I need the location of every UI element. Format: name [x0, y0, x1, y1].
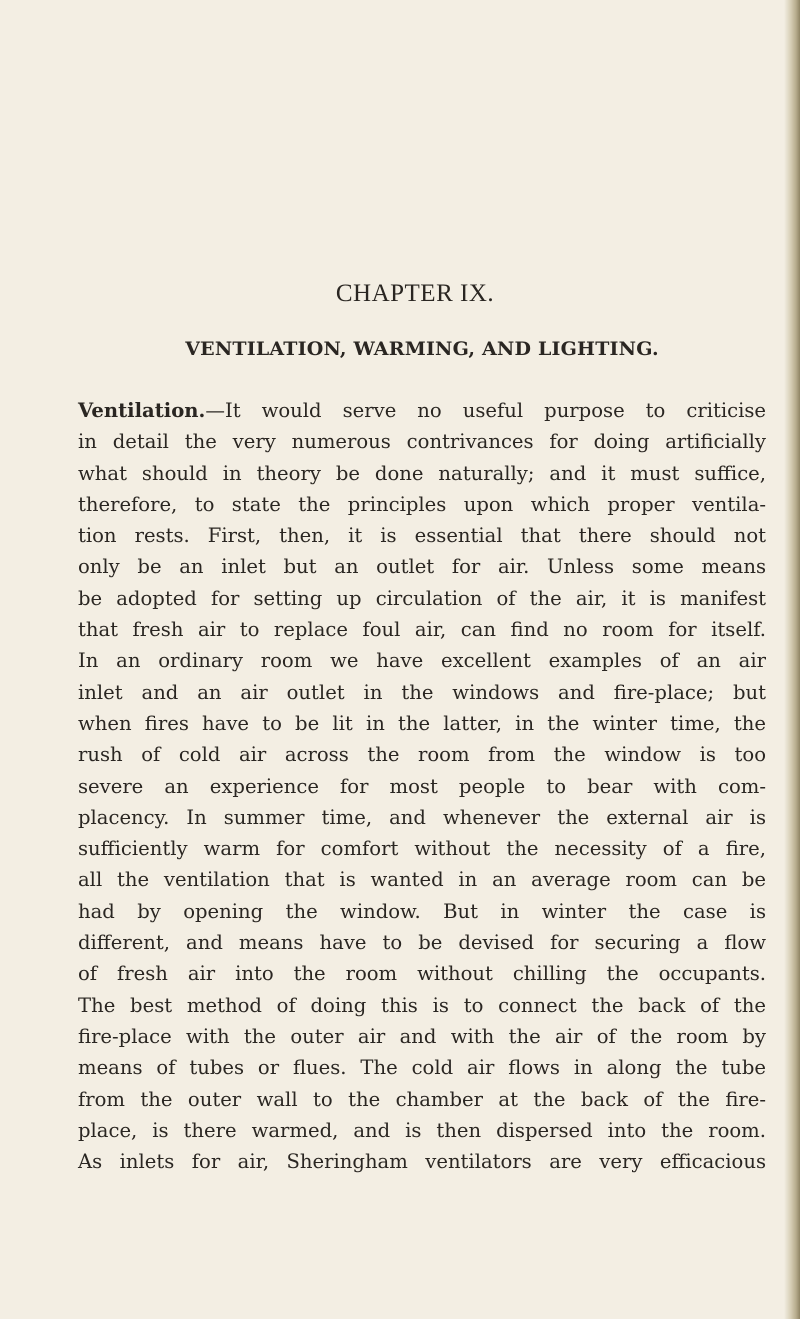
- body-paragraph: [78, 395, 766, 1177]
- lead-word: Ventilation.: [78, 399, 206, 422]
- text-line: from the outer wall to the chamber at the back of the fire-: [78, 1087, 766, 1111]
- text-line: when fires have to be lit in the latter, in the winter time, the: [78, 711, 766, 735]
- text-line: all the ventilation that is wanted in an average room can be: [78, 868, 766, 892]
- text-line: severe an experience for most people to bear with com-: [78, 774, 766, 798]
- text-line: As inlets for air, Sheringham ventilators are very efficacious: [78, 1150, 766, 1174]
- text-line: placency. In summer time, and whenever the external air is: [78, 805, 766, 829]
- text-line-content: —It would serve no useful purpose to criticise: [205, 399, 766, 422]
- chapter-heading: CHAPTER IX.: [335, 280, 495, 307]
- section-title: VENTILATION, WARMING, AND LIGHTING.: [185, 338, 659, 360]
- text-line: sufficiently warm for comfort without the necessity of a fire,: [78, 837, 766, 861]
- text-line: different, and means have to be devised for securing a flow: [78, 931, 766, 955]
- text-line: only be an inlet but an outlet for air. Unless some means: [78, 555, 766, 579]
- text-line: The best method of doing this is to connect the back of the: [78, 993, 766, 1017]
- text-line: therefore, to state the principles upon which proper ventila-: [78, 492, 766, 516]
- text-line: [78, 395, 766, 426]
- text-line: be adopted for setting up circulation of the air, it is manifest: [78, 586, 766, 610]
- text-line: in detail the very numerous contrivances for doing artificially: [78, 430, 766, 454]
- text-line: what should in theory be done naturally; and it must suffice,: [78, 461, 766, 485]
- text-line: had by opening the window. But in winter the case is: [78, 899, 766, 923]
- text-line: means of tubes or flues. The cold air flows in along the tube: [78, 1056, 766, 1080]
- text-line: In an ordinary room we have excellent examples of an air: [78, 649, 766, 673]
- text-line: place, is there warmed, and is then dispersed into the room.: [78, 1118, 766, 1142]
- text-line: that fresh air to replace foul air, can find no room for itself.: [78, 618, 766, 642]
- text-line: inlet and an air outlet in the windows and fire-place; but: [78, 680, 766, 704]
- page-edge: [784, 0, 800, 1319]
- text-line: tion rests. First, then, it is essential that there should not: [78, 524, 766, 548]
- text-line: fire-place with the outer air and with the air of the room by: [78, 1024, 766, 1048]
- text-line: of fresh air into the room without chilling the occupants.: [78, 962, 766, 986]
- text-line: rush of cold air across the room from the window is too: [78, 743, 766, 767]
